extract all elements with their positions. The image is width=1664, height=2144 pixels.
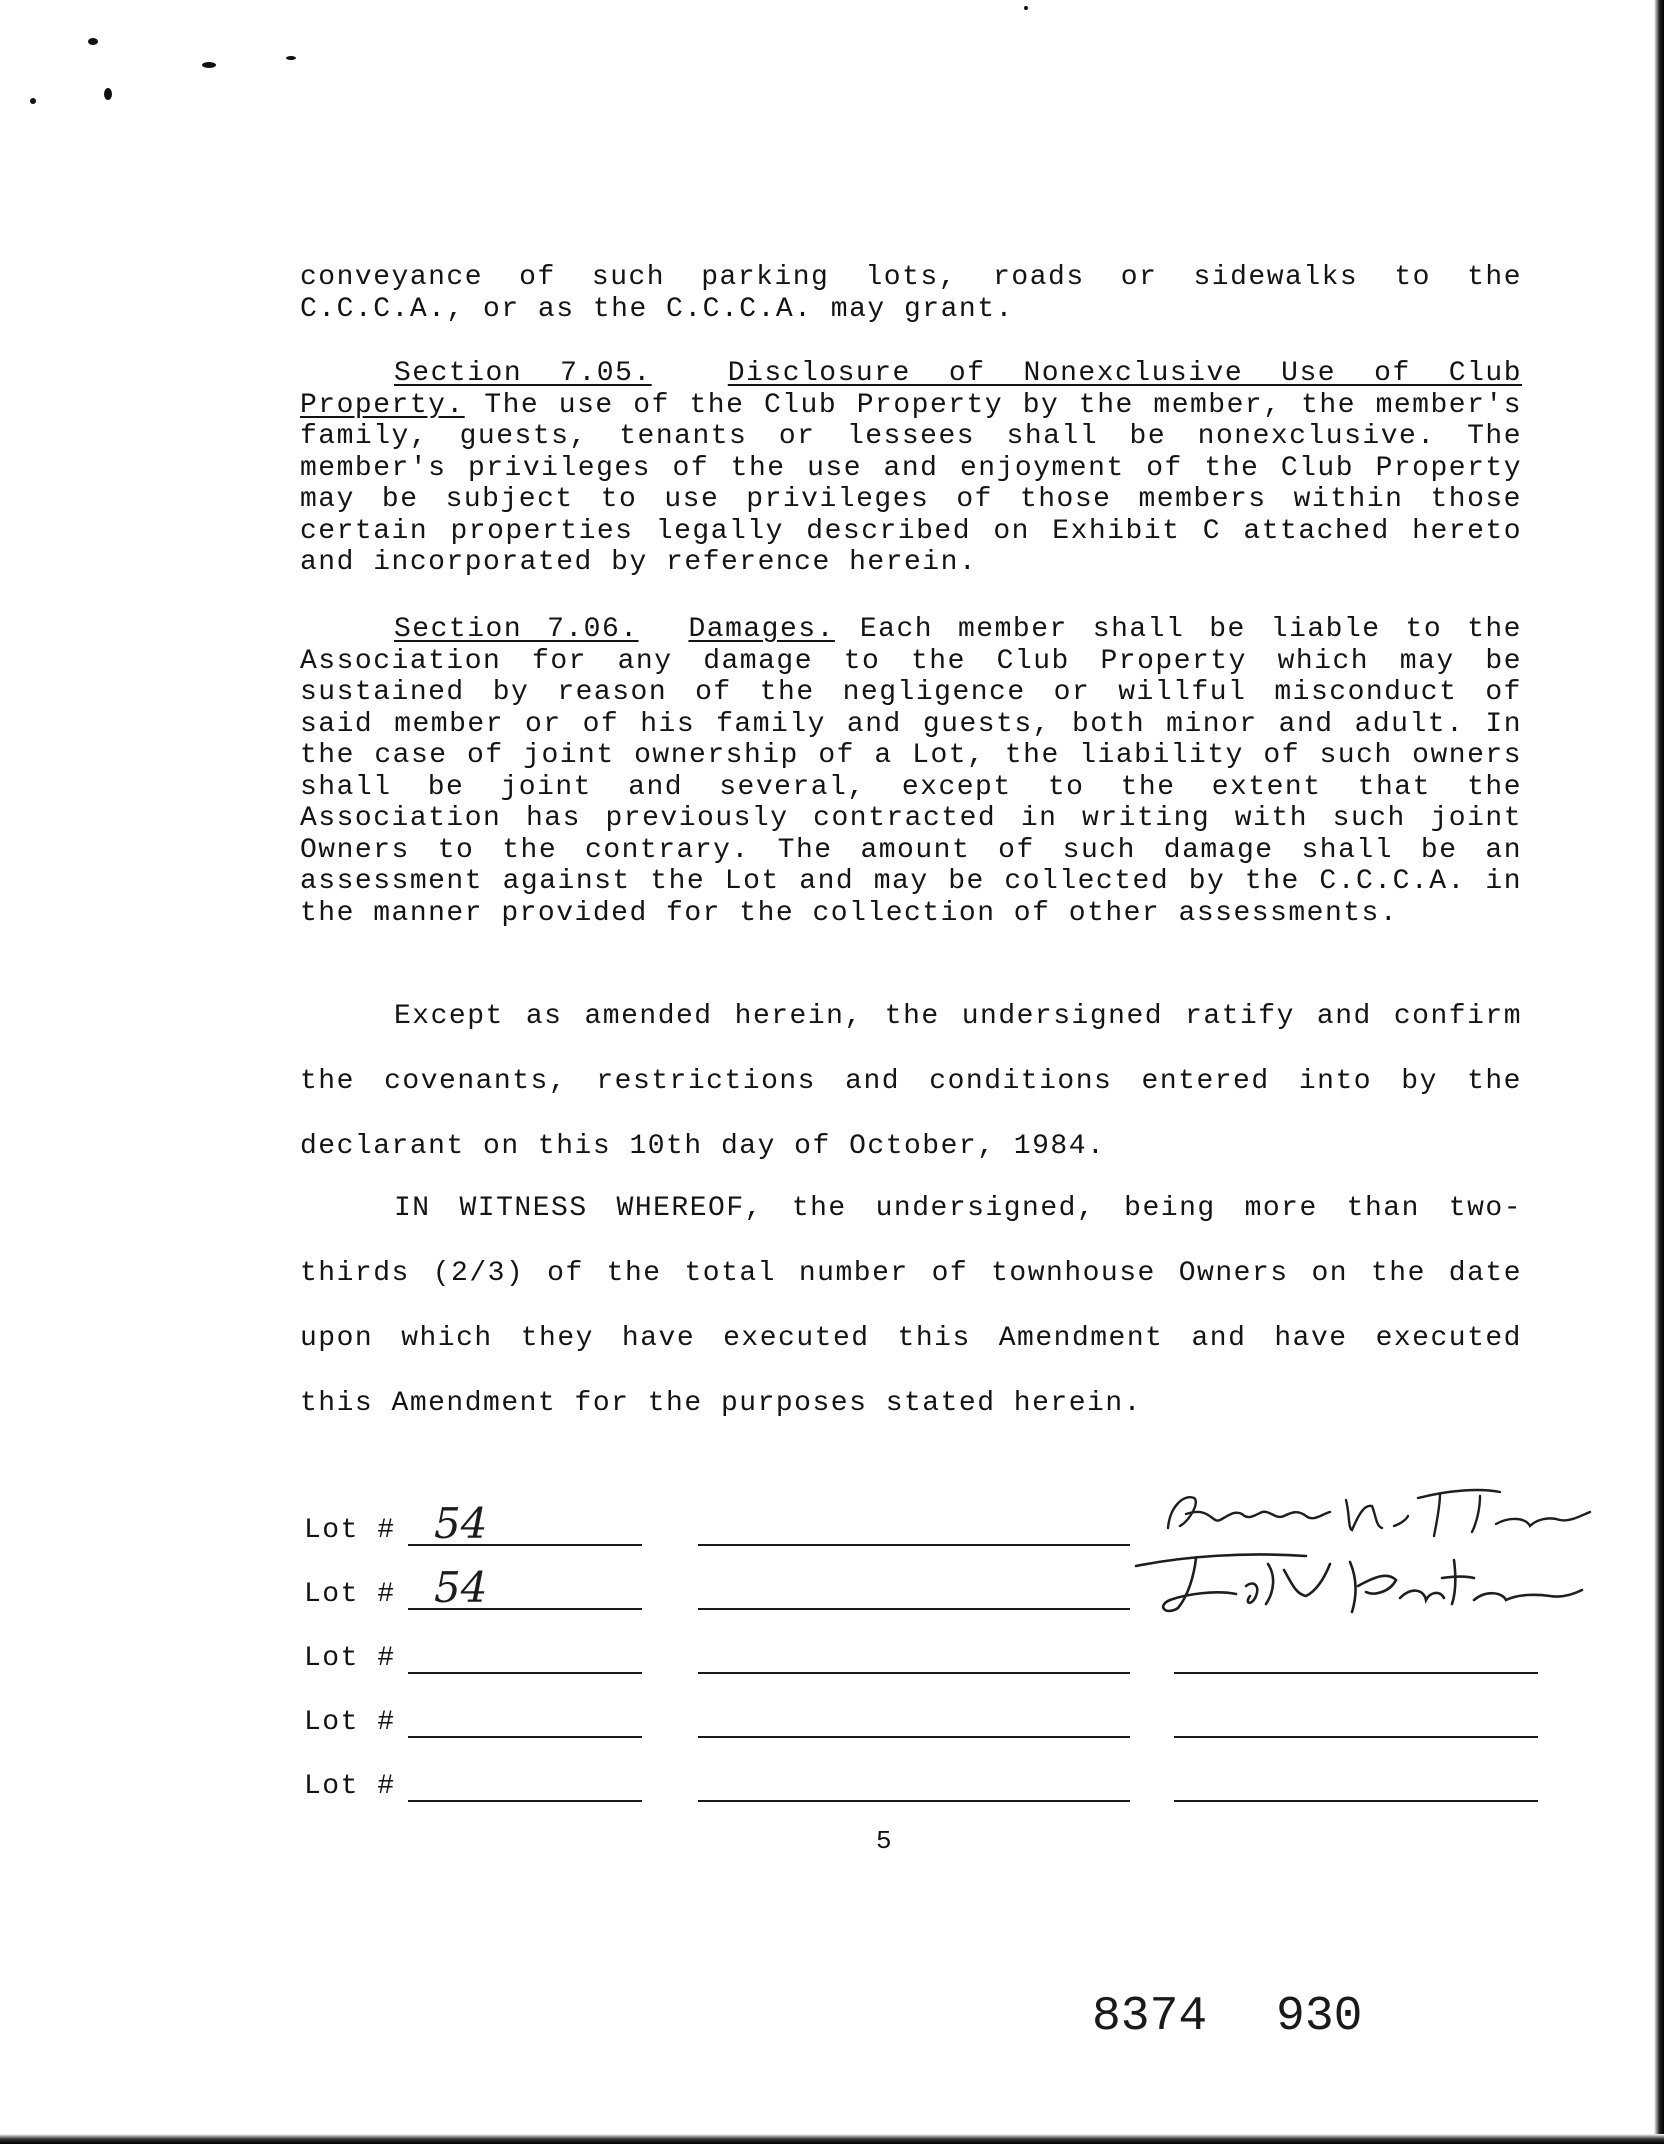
signature-line[interactable] [698,1672,1130,1674]
section-7-06-label: Section 7.06. [394,614,639,645]
ratify-paragraph-text: Except as amended herein, the undersigned ratify and confirm the covenants, restrictions and conditions entered into by the declarant on this 10th day of October, 1984. [300,1001,1522,1162]
signature-line[interactable] [698,1800,1130,1802]
document-number: 8374 930 [1092,1990,1363,2044]
handwritten-signature-2 [1126,1546,1586,1622]
signature-line-2[interactable] [1174,1800,1538,1802]
lot-number-line[interactable] [408,1672,642,1674]
witness-paragraph [300,1176,1522,1436]
lot-number-line[interactable] [408,1736,642,1738]
witness-paragraph-text: IN WITNESS WHEREOF, the undersigned, being more than two-thirds (2/3) of the total number of townhouse Owners on the date upon which they have executed this Amendment and have executed this Amendment for the purposes stated herein. [300,1193,1522,1419]
signature-row [304,1702,1544,1742]
signature-row [304,1638,1544,1678]
section-7-06-body: Each member shall be liable to the Association for any damage to the Club Property which may be sustained by reason of the negligence or willful misconduct of said member or of his family and guests, both minor and adult. In the case of joint ownership of a Lot, the liability of such owners shall be joint and several, except to the extent that the Association has previously contracted in writing with such joint Owners to the contrary. The amount of such damage shall be an assessment against the Lot and may be collected by the C.C.C.A. in the manner provided for the collection of other assessments. [300,614,1522,929]
scan-speck [88,38,98,45]
scan-speck [104,88,112,100]
lot-label: Lot # [304,1643,396,1674]
lot-number-value: 54 [434,1563,488,1612]
scan-speck [202,62,216,68]
signature-line[interactable] [698,1736,1130,1738]
lot-number-line[interactable] [408,1800,642,1802]
scan-edge-bottom [0,2134,1664,2144]
handwritten-signature-1 [1150,1476,1600,1546]
section-7-06-title: Damages. [688,614,835,645]
lot-label: Lot # [304,1707,396,1738]
lot-label: Lot # [304,1515,396,1546]
signature-line[interactable] [698,1608,1130,1610]
scan-speck [1024,6,1028,10]
section-7-05-label: Section 7.05. [394,358,652,389]
signature-line-2[interactable] [1174,1672,1538,1674]
signature-line[interactable] [698,1544,1130,1546]
section-7-06 [300,614,1522,929]
paragraph-conveyance-text: conveyance of such parking lots, roads or sidewalks to the C.C.C.A., or as the C.C.C.A. may grant. [300,262,1522,325]
scan-speck [30,98,36,104]
paragraph-conveyance [300,262,1522,325]
lot-label: Lot # [304,1771,396,1802]
lot-number-value: 54 [434,1499,488,1548]
ratify-paragraph [300,984,1522,1179]
scan-speck [286,56,296,60]
lot-label: Lot # [304,1579,396,1610]
section-7-05 [300,358,1522,579]
page-number: 5 [876,1826,892,1856]
section-7-05-title: Disclosure of Nonexclusive Use of Club Property. [300,358,1522,421]
section-7-05-body: The use of the Club Property by the member, the member's family, guests, tenants or lessees shall be nonexclusive. The member's privileges of the use and enjoyment of the Club Property may be subject to use privileges of those members within those certain properties legally described on Exhibit C attached hereto and incorporated by reference herein. [300,389,1522,578]
signature-line-2[interactable] [1174,1736,1538,1738]
scan-edge-right [1654,0,1664,2144]
signature-row [304,1766,1544,1806]
